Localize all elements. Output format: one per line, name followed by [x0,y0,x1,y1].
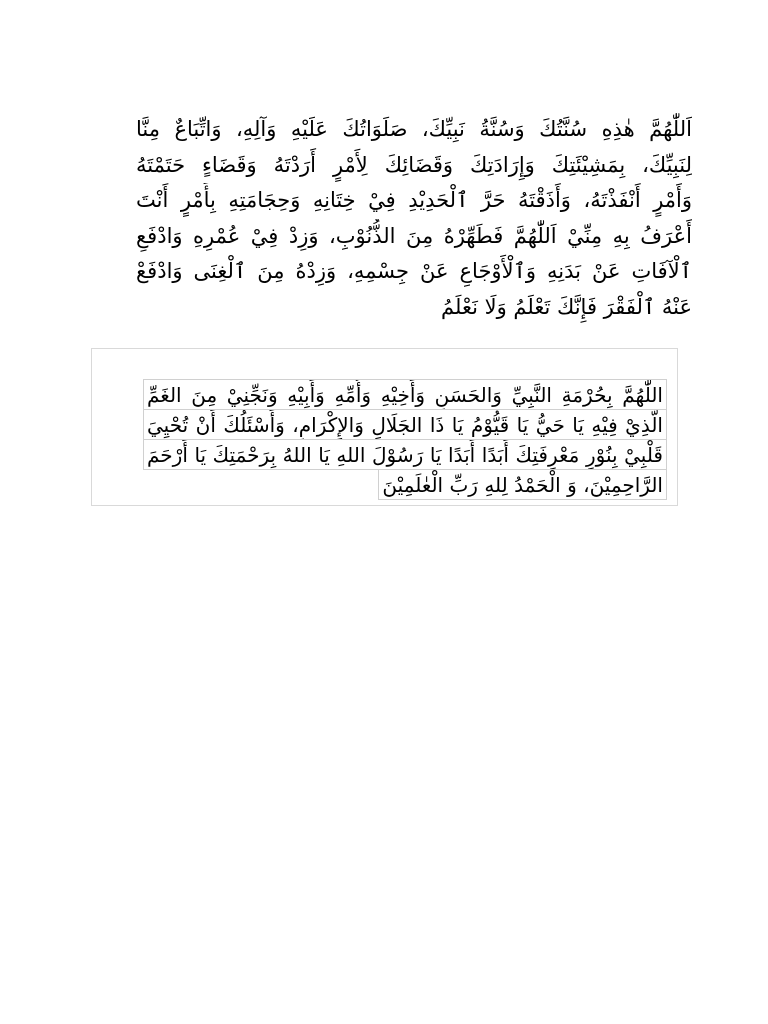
boxed-line: الرَّاحِمِيْنَ، وَ الْحَمْدُ لِلهِ رَبِّ الْعٰلَمِيْنَ [378,469,667,500]
paragraph-line: ٱلْآفَاتِ عَنْ بَدَنِهِ وَٱلْأَوْجَاعِ عَنْ جِسْمِهِ، وَزِدْهُ مِنَ ٱلْغِنَى وَادْفَعْ [136,259,692,283]
boxed-line: اللّٰهُمَّ بِحُرْمَةِ النَّبِيِّ وَالحَسَنِ وَأَخِيْهِ وَأُمِّهِ وَأَبِيْهِ وَنَجِّنِيْ مِنَ الغَمِّ [143,379,667,410]
boxed-dua-section [91,348,678,506]
boxed-line: قَلْبِيْ بِنُوْرِ مَعْرِفَتِكَ أَبَدًا أَبَدًا يَا رَسُوْلَ اللهِ يَا اللهُ بِرَحْمَتِكَ يَا أَرْحَمَ [143,439,667,470]
dua-paragraph [136,112,692,325]
paragraph-line: لِنَبِيِّكَ، بِمَشِيْئَتِكَ وَإِرَادَتِكَ وَقَضَائِكَ لِأَمْرٍ أَرَدْتَهُ وَقَضَاءٍ حَتَمْتَهُ [136,152,692,177]
boxed-line: الَّذِيْ فِيْهِ يَا حَيُّ يَا قَيُّوْمُ يَا ذَا الجَلَالِ وَالإِكْرَامِ، وَأَسْئَلُكَ أَنْ تُحْيِيَ [143,409,667,440]
paragraph-line: عَنْهُ ٱلْفَقْرَ فَإِنَّكَ تَعْلَمُ وَلَا نَعْلَمُ [441,294,692,319]
paragraph-line: أَعْرَفُ بِهِ مِنِّيْ اَللّٰهُمَّ فَطَهِّرْهُ مِنَ الذُّنُوْبِ، وَزِدْ فِيْ عُمْرِهِ وَادْفَعِ [136,223,692,248]
boxed-line-wrap [143,469,667,503]
paragraph-line: وَأَمْرٍ أَنْفَذْتَهُ، وَأَذَقْتَهُ حَرَّ ٱلْحَدِيْدِ فِيْ خِتَانِهِ وَحِجَامَتِهِ بِأَمْرٍ أَنْتَ [136,188,692,212]
boxed-dua-lines [143,379,667,503]
paragraph-line: اَللّٰهُمَّ هٰذِهِ سُنَّتُكَ وَسُنَّةُ نَبِيِّكَ، صَلَوَاتُكَ عَلَيْهِ وَآلِهِ، وَاتِّبَاعٌ مِنَّا [136,117,692,141]
